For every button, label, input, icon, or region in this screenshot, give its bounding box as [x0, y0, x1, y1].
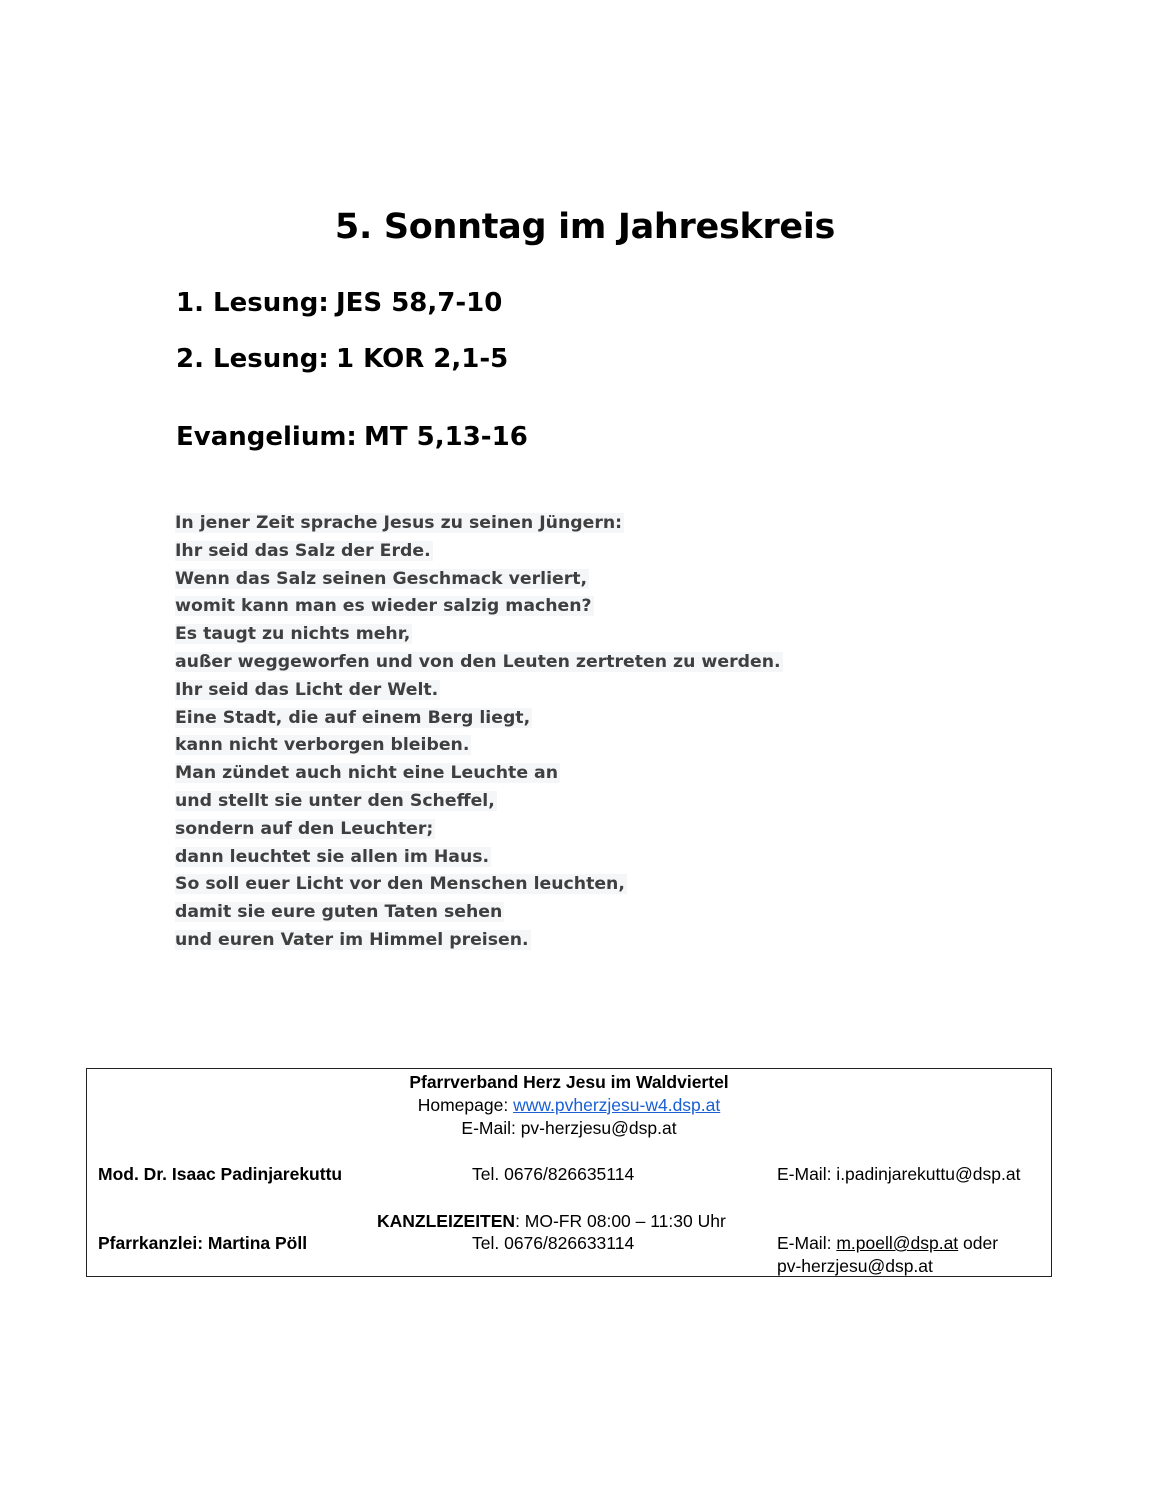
homepage-link[interactable]: www.pvherzjesu-w4.dsp.at [513, 1095, 721, 1115]
parish-name: Pfarrverband Herz Jesu im Waldviertel [409, 1072, 729, 1092]
gospel-line: So soll euer Licht vor den Menschen leuchten, [175, 874, 625, 895]
moderator-email: E-Mail: i.padinjarekuttu@dsp.at [777, 1164, 1021, 1184]
secretary-phone: Tel. 0676/826633114 [472, 1233, 635, 1253]
gospel-line: In jener Zeit sprache Jesus zu seinen Jüngern: [175, 513, 623, 533]
gospel-line: und stellt sie unter den Scheffel, [175, 790, 495, 811]
secretary-email-alt: pv-herzjesu@dsp.at [777, 1256, 933, 1276]
secretary-name: Pfarrkanzlei: Martina Pöll [98, 1233, 308, 1253]
gospel-line: und euren Vater im Himmel preisen. [175, 929, 529, 950]
gospel-line: Man zündet auch nicht eine Leuchte an [175, 763, 559, 784]
secretary-email-prefix: E-Mail: [777, 1233, 837, 1253]
gospel-line: Wenn das Salz seinen Geschmack verliert, [175, 568, 588, 589]
first-reading-reference: JES 58,7-10 [336, 288, 503, 318]
first-reading [176, 285, 503, 321]
parish-email: E-Mail: pv-herzjesu@dsp.at [461, 1118, 677, 1138]
gospel-line: damit sie eure guten Taten sehen [175, 902, 503, 923]
office-hours-label: KANZLEIZEITEN [377, 1211, 516, 1231]
second-reading [176, 341, 509, 377]
gospel-line: dann leuchtet sie allen im Haus. [175, 846, 490, 867]
gospel-line: Eine Stadt, die auf einem Berg liegt, [175, 707, 531, 728]
second-reading-reference: 1 KOR 2,1-5 [336, 344, 509, 374]
gospel-text [175, 510, 783, 955]
gospel-line: kann nicht verborgen bleiben. [175, 735, 470, 756]
secretary-email-link[interactable]: m.poell@dsp.at [836, 1233, 959, 1253]
secretary-email-connector: oder [958, 1233, 999, 1253]
parish-contact-box [86, 1068, 1052, 1277]
gospel-line: sondern auf den Leuchter; [175, 818, 434, 839]
gospel-line: Es taugt zu nichts mehr, [175, 624, 411, 645]
page-title: 5. Sonntag im Jahreskreis [334, 207, 836, 247]
gospel-line: Ihr seid das Licht der Welt. [175, 679, 439, 700]
office-hours [377, 1210, 726, 1232]
second-reading-label: 2. Lesung: [176, 344, 329, 374]
homepage-label: Homepage: [417, 1095, 514, 1115]
gospel-line: außer weggeworfen und von den Leuten zertreten zu werden. [175, 651, 781, 672]
homepage-line [87, 1094, 1051, 1116]
moderator-phone: Tel. 0676/826635114 [472, 1164, 635, 1184]
gospel-label: Evangelium: [176, 422, 357, 452]
first-reading-label: 1. Lesung: [176, 288, 329, 318]
secretary-email-line [777, 1232, 998, 1254]
gospel-line: Ihr seid das Salz der Erde. [175, 540, 431, 561]
gospel-reading [176, 419, 528, 455]
office-hours-value: : MO-FR 08:00 – 11:30 Uhr [515, 1211, 726, 1231]
gospel-reference: MT 5,13-16 [364, 422, 528, 452]
gospel-line: womit kann man es wieder salzig machen? [175, 596, 592, 617]
moderator-name: Mod. Dr. Isaac Padinjarekuttu [98, 1164, 343, 1184]
